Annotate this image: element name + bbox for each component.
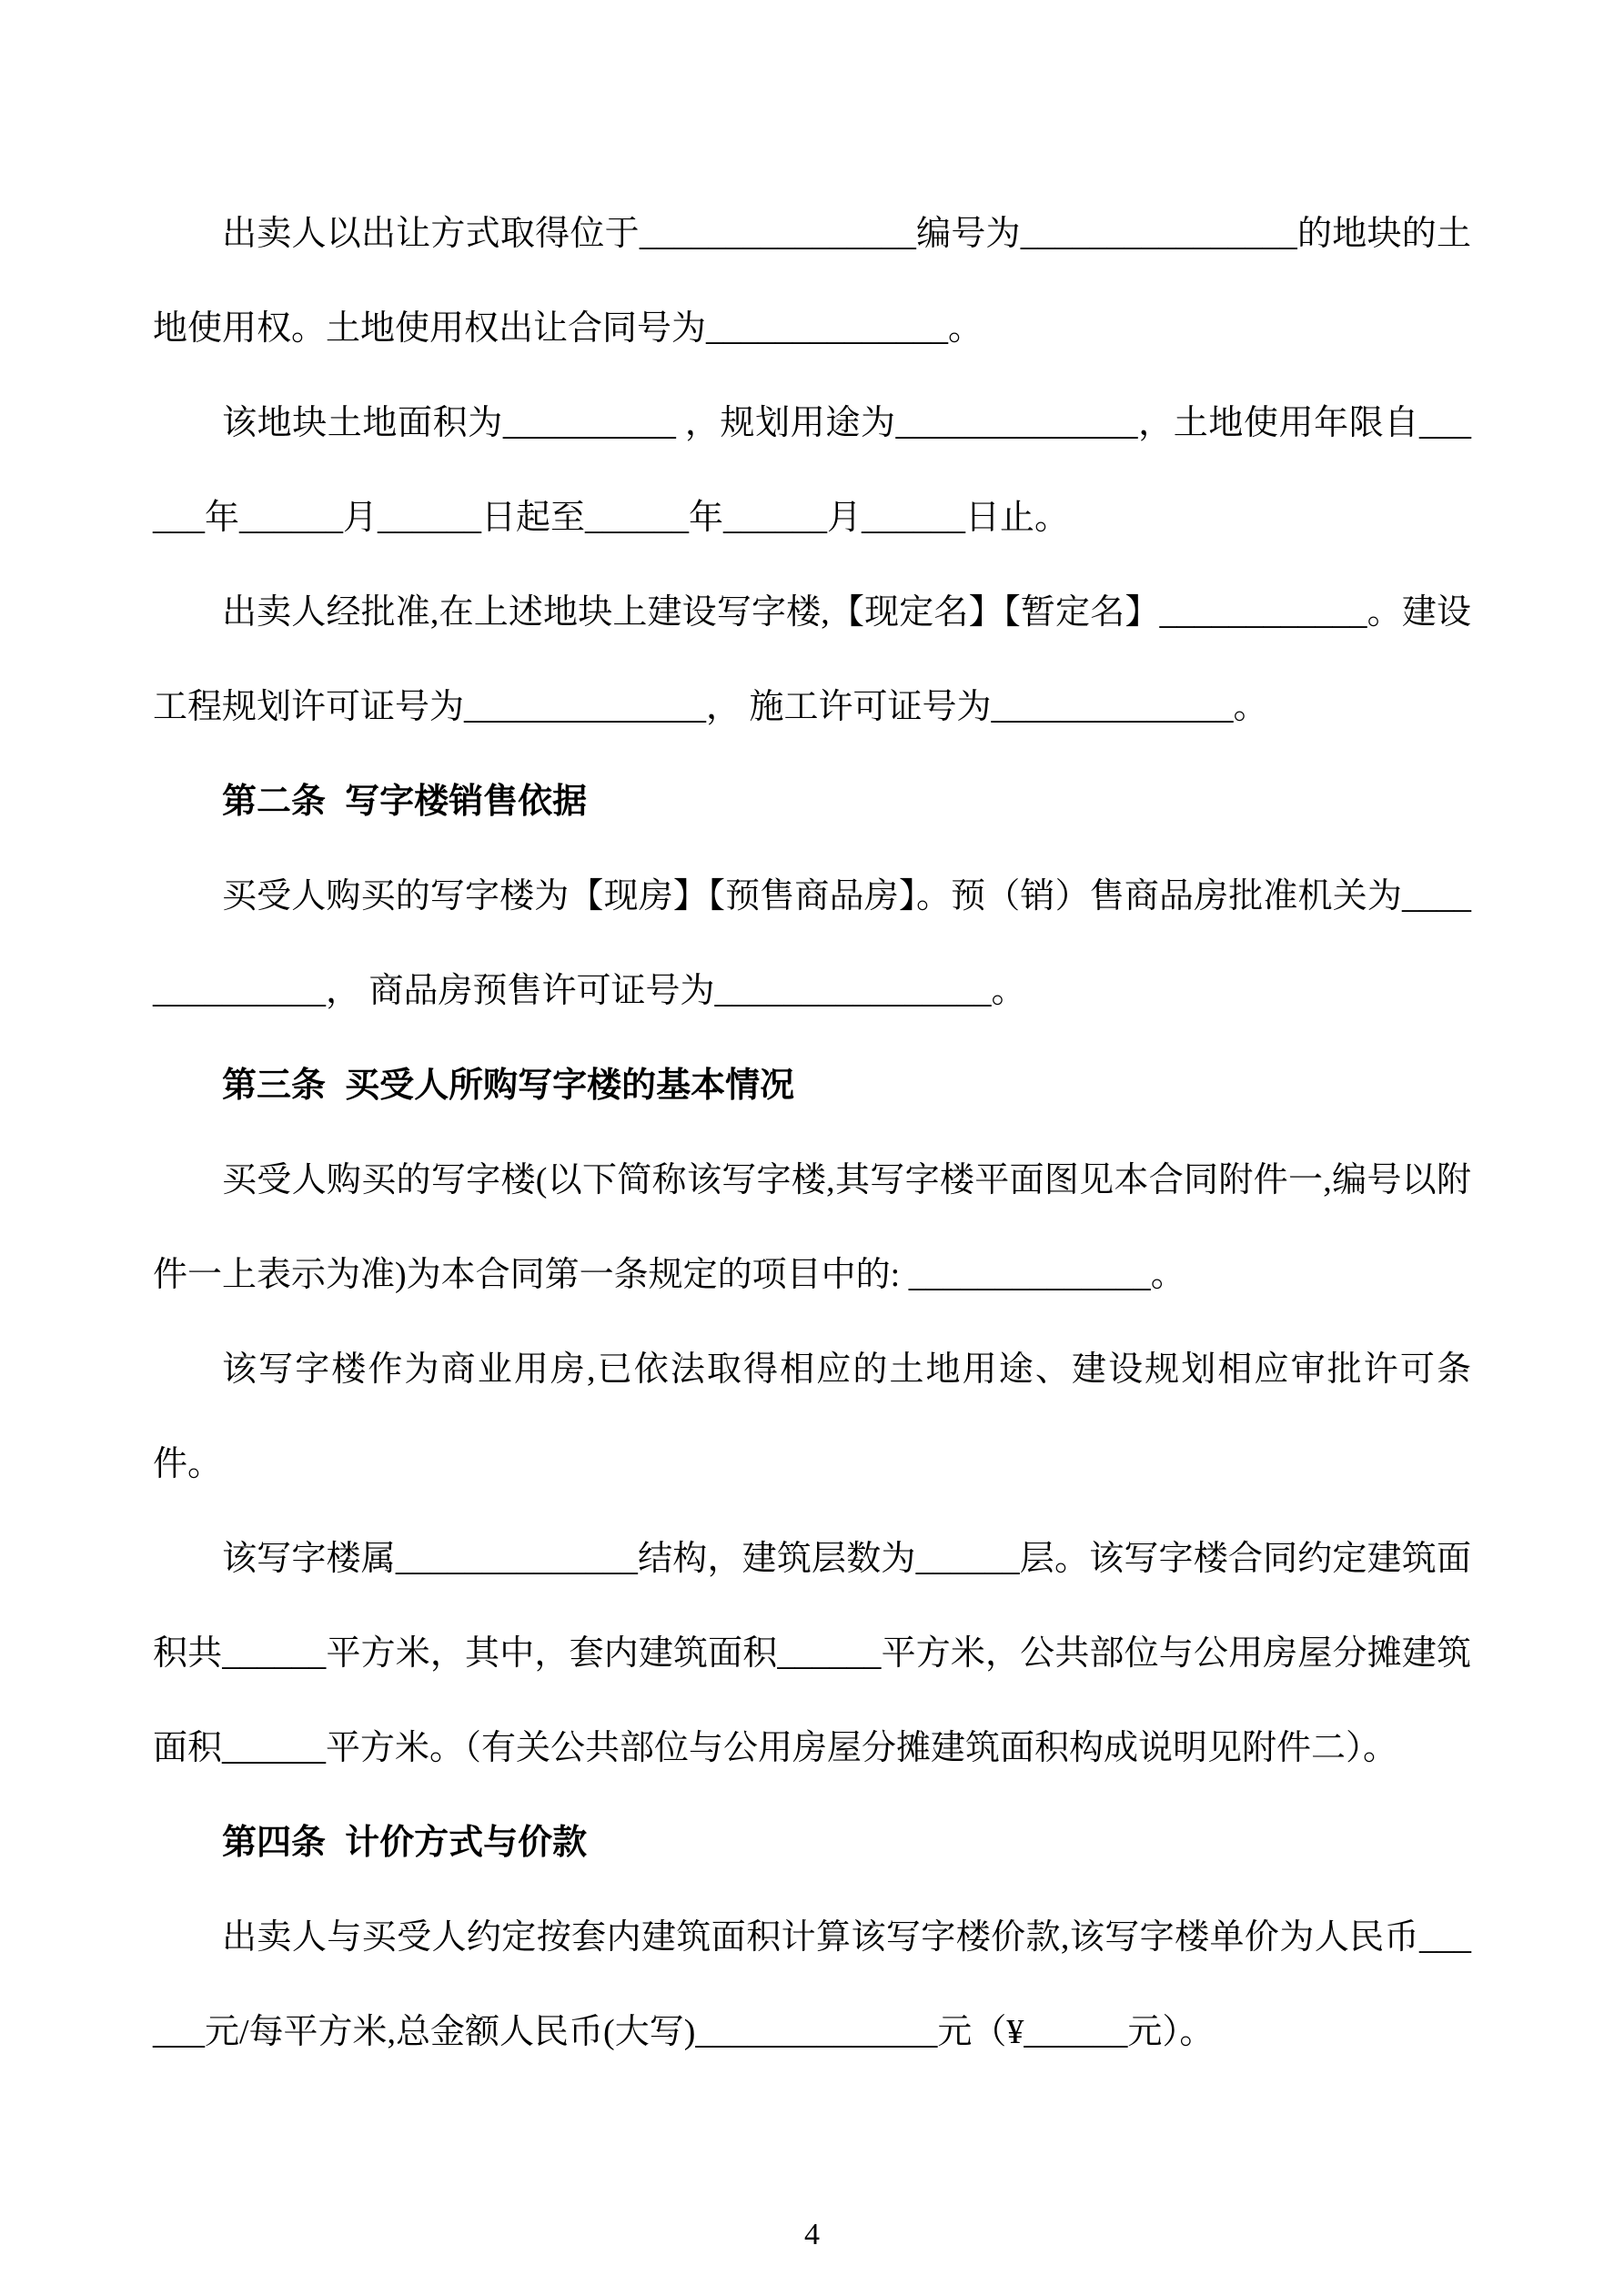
page-number: 4 — [804, 2218, 820, 2251]
contract-paragraph: 该地块土地面积为__________ ，规划用途为______________，土地使用年限自______年______月______日起至______年______月______日止。 — [153, 404, 1471, 537]
contract-paragraph: 出卖人以出让方式取得位于________________编号为________________的地块的土地使用权。土地使用权出让合同号为______________。 — [153, 215, 1471, 348]
section-heading: 第三条 买受人所购写字楼的基本情况 — [222, 1067, 795, 1105]
document-body — [153, 187, 1471, 2079]
contract-paragraph: 出卖人与买受人约定按套内建筑面积计算该写字楼价款,该写字楼单价为人民币______元/每平方米,总金额人民币(大写)______________元（¥______元）。 — [153, 1918, 1471, 2051]
section-heading: 第二条 写字楼销售依据 — [222, 783, 588, 821]
contract-paragraph: 买受人购买的写字楼(以下简称该写字楼,其写字楼平面图见本合同附件一,编号以附件一上表示为准)为本合同第一条规定的项目中的: ______________。 — [153, 1161, 1471, 1294]
contract-paragraph: 出卖人经批准,在上述地块上建设写字楼,【现定名】【暂定名】____________。建设工程规划许可证号为______________， 施工许可证号为______________。 — [153, 593, 1471, 726]
contract-paragraph: 买受人购买的写字楼为【现房】【预售商品房】。预（销）售商品房批准机关为______________， 商品房预售许可证号为________________。 — [153, 877, 1471, 1010]
contract-paragraph: 该写字楼作为商业用房,已依法取得相应的土地用途、建设规划相应审批许可条件。 — [153, 1350, 1471, 1483]
section-heading: 第四条 计价方式与价款 — [222, 1824, 588, 1862]
contract-paragraph: 该写字楼属______________结构，建筑层数为______层。该写字楼合同约定建筑面积共______平方米，其中，套内建筑面积______平方米，公共部位与公用房屋分摊建筑面积______平方米。（有关公共部位与公用房屋分摊建筑面积构成说明见附件二）。 — [153, 1540, 1471, 1767]
